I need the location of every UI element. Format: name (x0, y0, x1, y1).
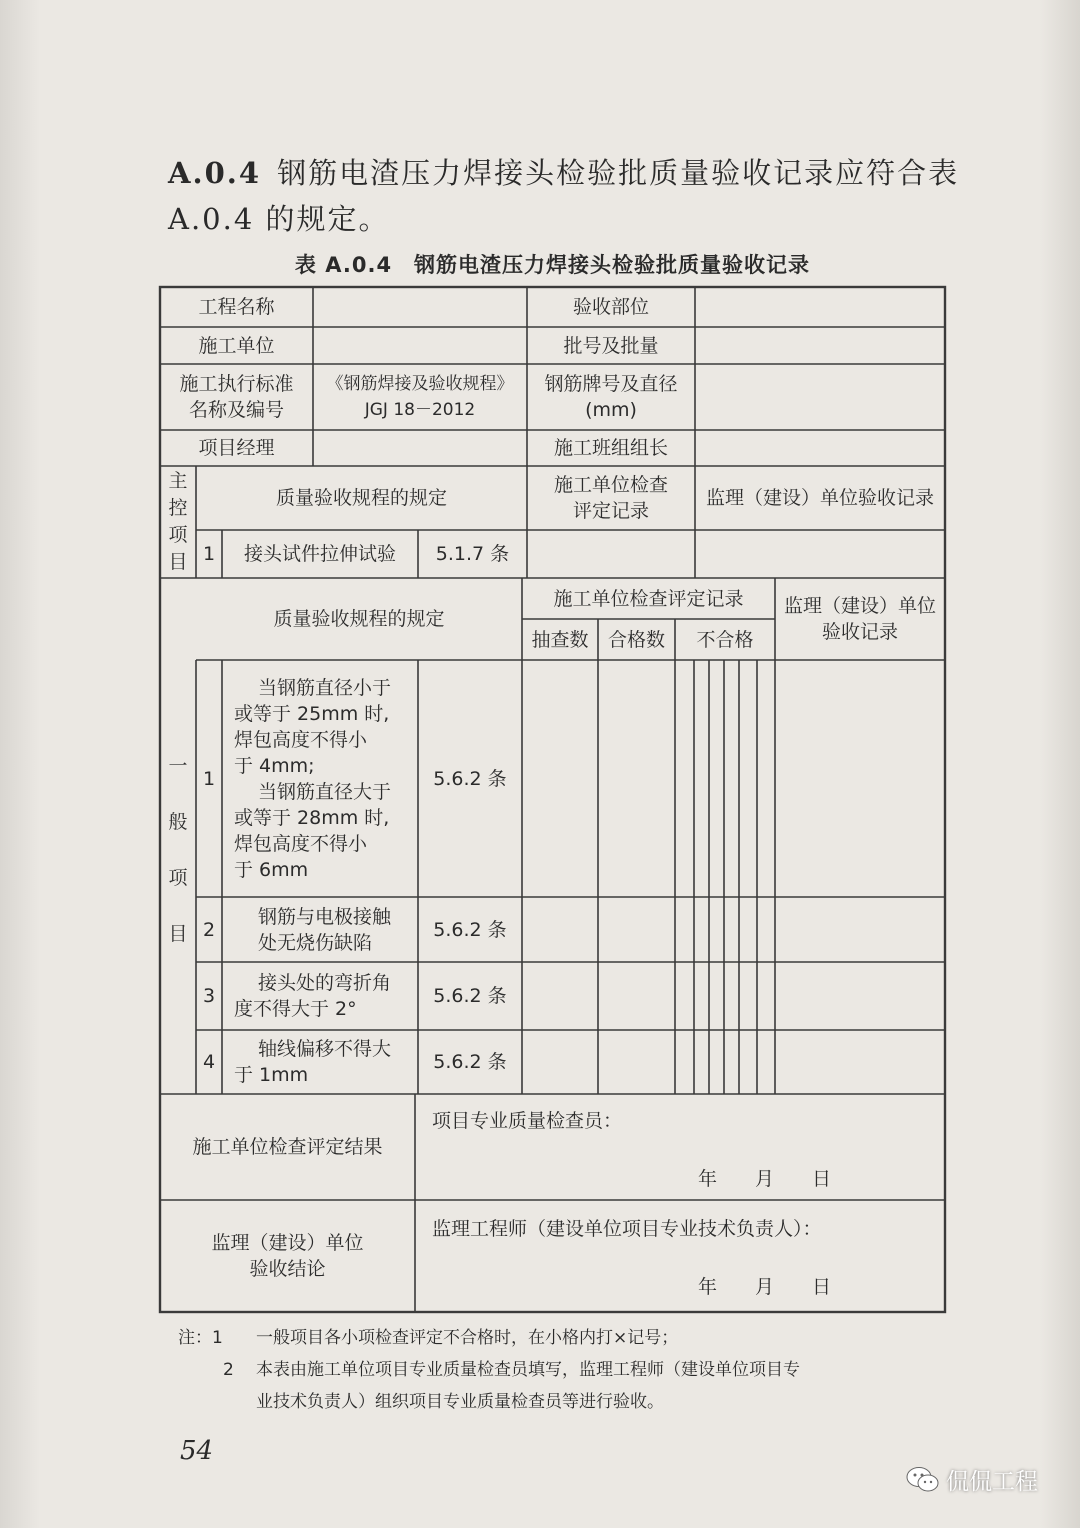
watermark-text: 侃侃工程 (946, 1469, 1038, 1495)
general-item-4-line: 于 1mm (234, 1064, 309, 1086)
standard-label-line1: 施工执行标准 (179, 373, 294, 395)
fail-count-header: 不合格 (696, 628, 754, 651)
note-2 (178, 1354, 958, 1386)
grade-label-line2: (mm) (585, 399, 637, 421)
general-supervision-line2: 验收记录 (821, 621, 898, 643)
pass-count-header: 合格数 (607, 628, 665, 651)
acceptance-part-label: 验收部位 (572, 296, 649, 318)
main-control-supervision-record: 监理（建设）单位验收记录 (705, 487, 934, 509)
unit-result-label: 施工单位检查评定结果 (192, 1136, 383, 1158)
general-spec-header: 质量验收规程的规定 (273, 608, 445, 630)
supervision-conclusion-line1: 监理（建设）单位 (211, 1232, 364, 1254)
general-item-2-clause: 5.6.2 条 (433, 918, 507, 941)
general-item-1-clause: 5.6.2 条 (433, 767, 507, 790)
main-control-char-3: 项 (168, 524, 188, 546)
watermark (906, 1463, 1038, 1496)
general-supervision-line1: 监理（建设）单位 (783, 595, 936, 617)
unit-record-line2: 评定记录 (572, 500, 649, 522)
general-item-2-no: 2 (202, 918, 216, 941)
general-item-1-line: 焊包高度不得小 (234, 832, 368, 855)
general-char-4: 目 (168, 923, 188, 945)
general-item-1-line: 于 6mm (234, 858, 309, 881)
note-2-text: 本表由施工单位项目专业质量检查员填写，监理工程师（建设单位项目专 (256, 1360, 800, 1380)
general-item-4-clause: 5.6.2 条 (433, 1051, 507, 1073)
engineer-label: 监理工程师（建设单位项目专业技术负责人）： (432, 1218, 822, 1240)
main-control-item-text: 接头试件拉伸试验 (243, 543, 396, 565)
note-2-text-cont: 业技术负责人）组织项目专业质量检查员等进行验收。 (256, 1392, 664, 1412)
manager-label: 项目经理 (198, 437, 275, 459)
general-item-3-line: 接头处的弯折角 (258, 972, 392, 994)
general-item-1-line: 或等于 28mm 时, (234, 806, 390, 829)
main-control-char-2: 控 (168, 497, 188, 519)
section-number: A.0.4 (168, 156, 262, 190)
general-item-1-line: 当钢筋直径大于 (258, 780, 392, 803)
standard-value-line2: JGJ 18－2012 (364, 400, 476, 420)
team-leader-label: 施工班组组长 (553, 437, 668, 459)
date-line-1: 年 月 日 (698, 1168, 832, 1190)
general-supervision-record (775, 578, 945, 660)
general-item-3-line: 度不得大于 2° (234, 998, 357, 1020)
batch-label: 批号及批量 (563, 334, 659, 357)
grade-label (527, 364, 695, 430)
general-char-2: 般 (168, 811, 188, 833)
general-item-3-clause: 5.6.2 条 (433, 985, 507, 1007)
main-control-spec-header: 质量验收规程的规定 (275, 487, 447, 509)
inspector-label: 项目专业质量检查员： (432, 1110, 623, 1132)
main-control-item-no: 1 (202, 543, 216, 565)
wechat-icon (906, 1466, 940, 1494)
general-char-1: 一 (168, 755, 188, 777)
general-char-3: 项 (168, 867, 188, 889)
grade-label-line1: 钢筋牌号及直径 (544, 373, 678, 395)
note-1-prefix: 注：1 (178, 1328, 223, 1348)
general-item-2-line: 钢筋与电极接触 (258, 905, 392, 928)
note-2-cont (178, 1386, 958, 1418)
section-heading-continuation: A.0.4 的规定。 (168, 202, 390, 236)
project-name-value (313, 287, 527, 327)
standard-value-line1: 《钢筋焊接及验收规程》 (326, 374, 514, 394)
general-item-1-line: 于 4mm; (234, 754, 315, 777)
note-2-prefix: 2 (223, 1360, 234, 1380)
section-heading-text: 钢筋电渣压力焊接头检验批质量验收记录应符合表 (277, 156, 960, 190)
general-item-1-no: 1 (202, 767, 216, 790)
general-item-4-text (222, 1030, 418, 1094)
supervision-conclusion-label (160, 1200, 415, 1312)
standard-label (160, 364, 313, 430)
main-control-char-4: 目 (168, 551, 188, 573)
general-item-1-line: 当钢筋直径小于 (258, 676, 392, 699)
standard-value (313, 364, 527, 430)
general-item-1-text (222, 660, 418, 897)
main-control-item-clause: 5.1.7 条 (435, 543, 510, 565)
supervision-conclusion-line2: 验收结论 (249, 1258, 326, 1280)
main-control-char-1: 主 (168, 470, 188, 492)
main-control-section-label (160, 466, 196, 578)
notes (178, 1322, 958, 1418)
note-1-text: 一般项目各小项检查评定不合格时，在小格内打×记号； (256, 1328, 679, 1348)
general-unit-record: 施工单位检查评定记录 (553, 587, 744, 610)
page-number: 54 (180, 1436, 214, 1466)
general-item-4-no: 4 (202, 1051, 216, 1073)
standard-label-line2: 名称及编号 (188, 399, 284, 421)
date-line-2: 年 月 日 (698, 1276, 832, 1298)
note-indent (178, 1386, 256, 1418)
sample-count-header: 抽查数 (531, 628, 589, 651)
table-title: 表 A.0.4 钢筋电渣压力焊接头检验批质量验收记录 (294, 253, 811, 277)
unit-record-line1: 施工单位检查 (553, 474, 668, 496)
general-item-1-line: 焊包高度不得小 (234, 728, 368, 751)
general-item-1-line: 或等于 25mm 时, (234, 702, 390, 725)
project-name-label: 工程名称 (198, 296, 275, 318)
general-item-4-line: 轴线偏移不得大 (258, 1038, 392, 1060)
general-item-3-no: 3 (202, 985, 216, 1007)
note-1 (178, 1322, 958, 1354)
general-item-3-text (222, 962, 418, 1030)
general-item-2-text (222, 897, 418, 962)
general-section-label (160, 578, 196, 1094)
general-item-2-line: 处无烧伤缺陷 (258, 931, 373, 954)
construction-unit-label: 施工单位 (198, 334, 275, 357)
main-control-unit-record (527, 466, 695, 530)
